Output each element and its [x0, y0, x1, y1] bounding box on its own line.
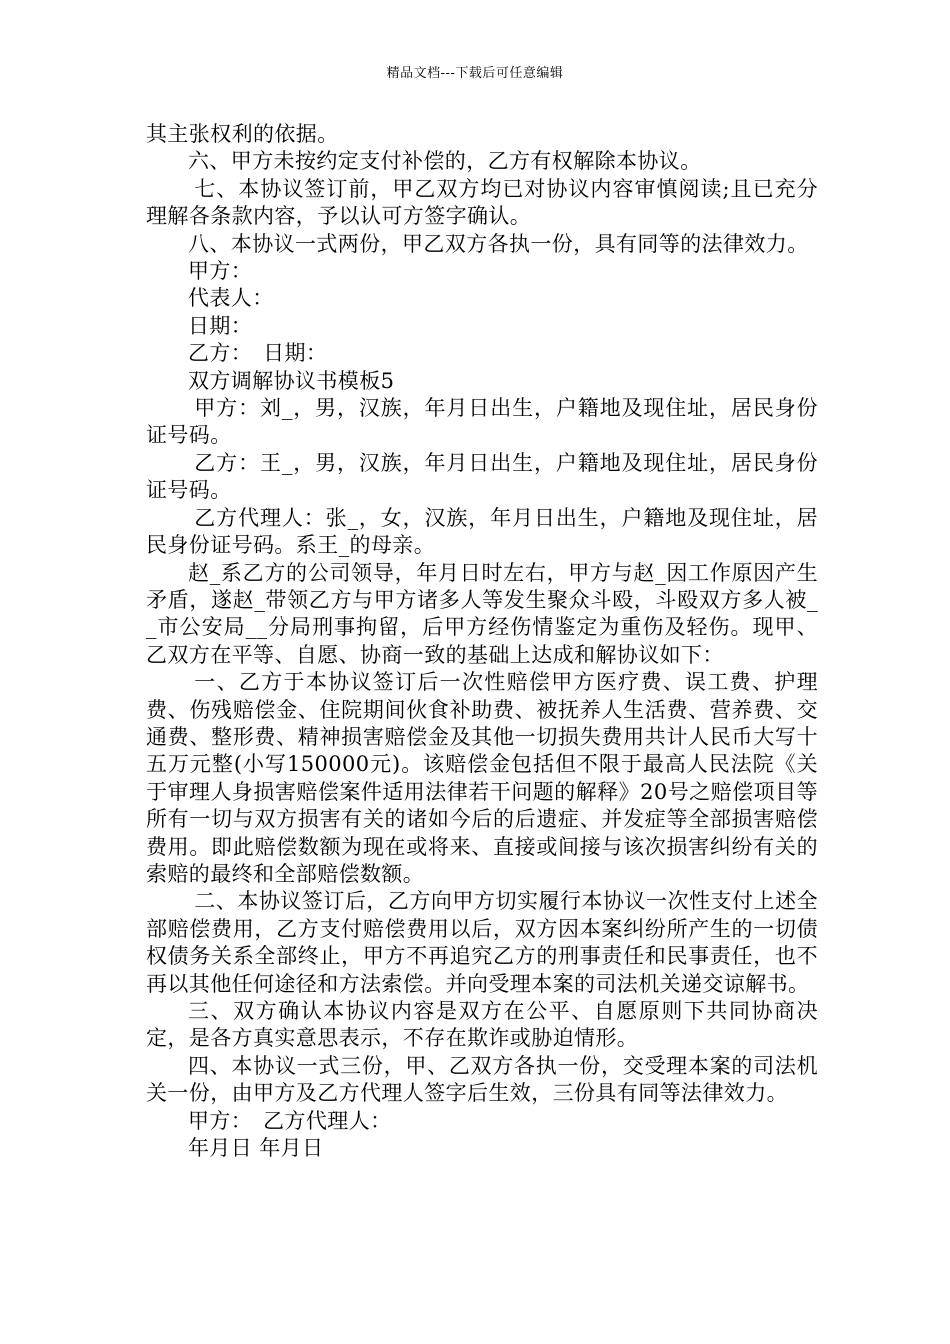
paragraph: 一、乙方于本协议签订后一次性赔偿甲方医疗费、误工费、护理费、伤残赔偿金、住院期间伙食补助费、被抚养人生活费、营养费、交通费、整形费、精神损害赔偿金及其他一切损失费用共计人民币大写十五万元整(小写150000元)。该赔偿金包括但不限于最高人民法院《关于审理人身损害赔偿案件适用法律若干问题的解释》20号之赔偿项目等所有一切与双方损害有关的诸如今后的后遗症、并发症等全部损害赔偿费用。即此赔偿数额为现在或将来、直接或间接与该次损害纠纷有关的索赔的最终和全部赔偿数额。 [146, 670, 818, 886]
paragraph: 赵_系乙方的公司领导，年月日时左右，甲方与赵_因工作原因产生矛盾，遂赵_带领乙方与甲方诸多人等发生聚众斗殴，斗殴双方多人被__市公安局__分局刑事拘留，后甲方经伤情鉴定为重伤及轻伤。现甲、乙双方在平等、自愿、协商一致的基础上达成和解协议如下： [146, 560, 818, 667]
paragraph: 乙方：王_，男，汉族，年月日出生，户籍地及现住址，居民身份证号码。 [146, 450, 818, 503]
signature-line: 代表人： [188, 286, 274, 311]
signature-line: 乙方： 日期： [188, 341, 328, 366]
paragraph: 甲方：刘_，男，汉族，年月日出生，户籍地及现住址，居民身份证号码。 [146, 396, 818, 448]
paragraph: 四、本协议一式三份，甲、乙双方各执一份，交受理本案的司法机关一份，由甲方及乙方代理人签字后生效，三份具有同等法律效力。 [146, 1053, 818, 1106]
paragraph: 三、双方确认本协议内容是双方在公平、自愿原则下共同协商决定，是各方真实意思表示，不存在欺诈或胁迫情形。 [146, 999, 818, 1051]
document-body [146, 121, 818, 1162]
page-header: 精品文档---下载后可任意编辑 [386, 66, 564, 81]
paragraph: 其主张权利的依据。 [146, 122, 339, 146]
signature-line: 甲方： 乙方代理人： [188, 1108, 392, 1133]
paragraph: 六、甲方未按约定支付补偿的，乙方有权解除本协议。 [188, 149, 702, 174]
section-title: 双方调解协议书模板5 [188, 368, 395, 393]
signature-line: 日期： [188, 313, 253, 338]
signature-line: 甲方： [188, 259, 253, 284]
paragraph: 乙方代理人：张_，女，汉族，年月日出生，户籍地及现住址，居民身份证号码。系王_的母亲。 [146, 505, 818, 558]
paragraph: 八、本协议一式两份，甲乙双方各执一份，具有同等的法律效力。 [188, 231, 809, 256]
paragraph: 七、本协议签订前，甲乙双方均已对协议内容审慎阅读;且已充分理解各条款内容，予以认可方签字确认。 [146, 176, 818, 229]
date-line: 年月日 年月日 [188, 1136, 324, 1161]
paragraph: 二、本协议签订后，乙方向甲方切实履行本协议一次性支付上述全部赔偿费用，乙方支付赔偿费用以后，双方因本案纠纷所产生的一切债权债务关系全部终止，甲方不再追究乙方的刑事责任和民事责任，也不再以其他任何途径和方法索偿。并向受理本案的司法机关递交谅解书。 [146, 889, 818, 996]
